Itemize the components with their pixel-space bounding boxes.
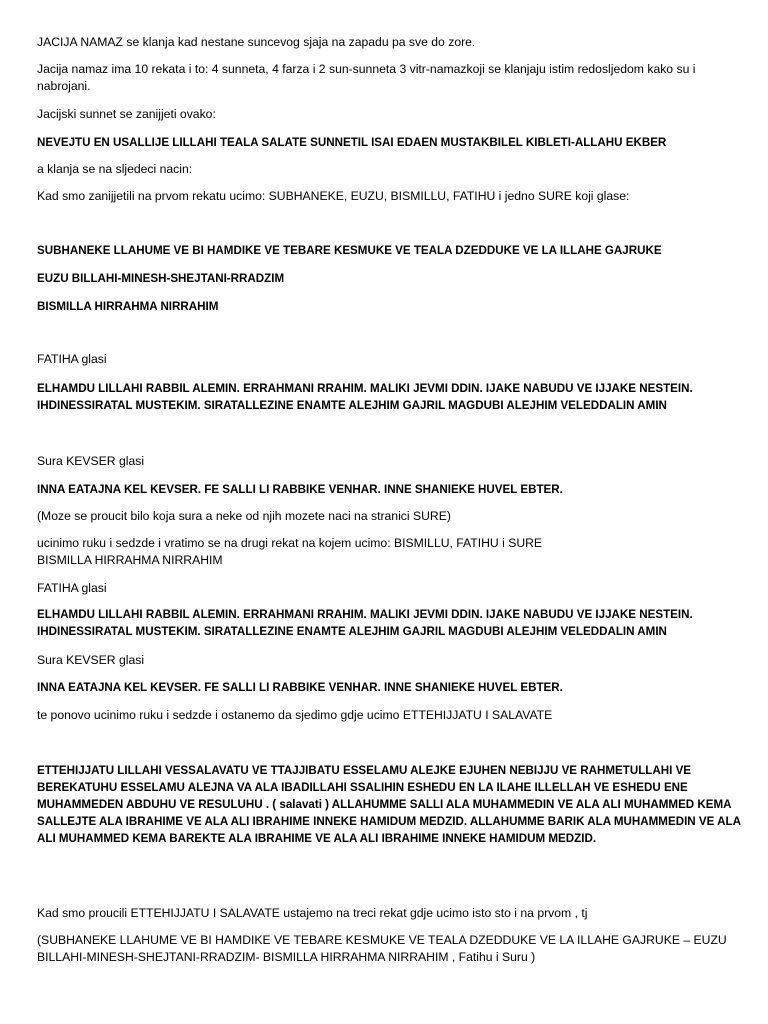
method-intro-line: a klanja se na sljedeci nacin:	[37, 162, 193, 176]
nijjet-text: NEVEJTU EN USALLIJE LILLAHI TEALA SALATE SUNNETIL ISAI EDAEN MUSTAKBILEL KIBLETI-ALLAHU EKBER	[37, 136, 667, 149]
third-rekat-line: Kad smo proucili ETTEHIJJATU I SALAVATE ustajemo na treci rekat gdje ucimo isto sto i na prvom , tj	[37, 906, 588, 920]
nijjet-intro-line: Jacijski sunnet se zanijjeti ovako:	[37, 107, 216, 121]
fatiha-text-second: ELHAMDU LILLAHI RABBIL ALEMIN. ERRAHMANI RRAHIM. MALIKI JEVMI DDIN. IJAKE NABUDU VE IJJAKE NESTEIN. IHDINESSIRATAL MUSTEKIM. SIRATALLEZINE ENAMTE ALEJHIM GAJRIL MAGDUBI ALEJHIM VELEDDALIN AMIN	[37, 608, 693, 638]
kevser-text-second: INNA EATAJNA KEL KEVSER. FE SALLI LI RABBIKE VENHAR. INNE SHANIEKE HUVEL EBTER.	[37, 681, 563, 694]
second-rekat-line: ucinimo ruku i sedzde i vratimo se na drugi rekat na kojem ucimo: BISMILLU, FATIHU i SURE	[37, 536, 543, 550]
euzu-text: EUZU BILLAHI-MINESH-SHEJTANI-RRADZIM	[37, 272, 285, 285]
ettehijjatu-salavat-text: ETTEHIJJATU LILLAHI VESSALAVATU VE TTAJJIBATU ESSELAMU ALEJKE EJUHEN NEBIJJU VE RAHMETULLAHI VE BEREKATUHU ESSELAMU ALEJNA VA ALA IBADILLAHI SSALIHIN ESHEDU EN LA ILAHE ILLELLAH VE ESHEDU ENE MUHAMMEDEN ABDUHU VE RESULUHU . ( salavati ) ALLAHUMME SALLI ALA MUHAMMEDIN VE ALA ALI MUHAMMED KEMA SALLEJTE ALA IBRAHIME VE ALA ALI IBRAHIME INNEKE HAMIDUM MEDZID. ALLAHUMME BARIK ALA MUHAMMEDIN VE ALA ALI MUHAMMED KEMA BAREKTE ALA IBRAHIME VE ALA ALI IBRAHIME INNEKE HAMIDUM MEDZID.	[37, 764, 741, 845]
fatiha-heading: FATIHA glasi	[37, 352, 107, 366]
first-rekat-line: Kad smo zanijjetili na prvom rekatu ucimo: SUBHANEKE, EUZU, BISMILLU, FATIHU i jedno SURE koji glase:	[37, 189, 630, 203]
sitting-instruction: te ponovo ucinimo ruku i sedzde i ostanemo da sjedimo gdje ucimo ETTEHIJJATU I SALAVATE	[37, 708, 553, 722]
fatiha-text: ELHAMDU LILLAHI RABBIL ALEMIN. ERRAHMANI RRAHIM. MALIKI JEVMI DDIN. IJAKE NABUDU VE IJJAKE NESTEIN. IHDINESSIRATAL MUSTEKIM. SIRATALLEZINE ENAMTE ALEJHIM GAJRIL MAGDUBI ALEJHIM VELEDDALIN AMIN	[37, 382, 693, 412]
kevser-heading: Sura KEVSER glasi	[37, 454, 145, 468]
sura-note: (Moze se proucit bilo koja sura a neke od njih mozete naci na stranici SURE)	[37, 509, 451, 523]
bismilla-text: BISMILLA HIRRAHMA NIRRAHIM	[37, 300, 219, 313]
subhaneke-text: SUBHANEKE LLAHUME VE BI HAMDIKE VE TEBARE KESMUKE VE TEALA DZEDDUKE VE LA ILLAHE GAJRUKE	[37, 244, 662, 257]
fatiha-heading-second: FATIHA glasi	[37, 581, 107, 595]
intro-line: JACIJA NAMAZ se klanja kad nestane suncevog sjaja na zapadu pa sve do zore.	[37, 35, 476, 49]
kevser-text: INNA EATAJNA KEL KEVSER. FE SALLI LI RABBIKE VENHAR. INNE SHANIEKE HUVEL EBTER.	[37, 483, 563, 496]
kevser-heading-second: Sura KEVSER glasi	[37, 653, 145, 667]
rekat-count-paragraph: Jacija namaz ima 10 rekata i to: 4 sunneta, 4 farza i 2 sun-sunneta 3 vitr-namazkoji se klanjaju istim redosljedom kako su i nabrojani.	[37, 62, 696, 93]
third-rekat-recitation: (SUBHANEKE LLAHUME VE BI HAMDIKE VE TEBARE KESMUKE VE TEALA DZEDDUKE VE LA ILLAHE GAJRUKE – EUZU BILLAHI-MINESH-SHEJTANI-RRADZIM- BISMILLA HIRRAHMA NIRRAHIM , Fatihu i Suru )	[37, 933, 727, 964]
bismilla-line-second: BISMILLA HIRRAHMA NIRRAHIM	[37, 553, 223, 567]
